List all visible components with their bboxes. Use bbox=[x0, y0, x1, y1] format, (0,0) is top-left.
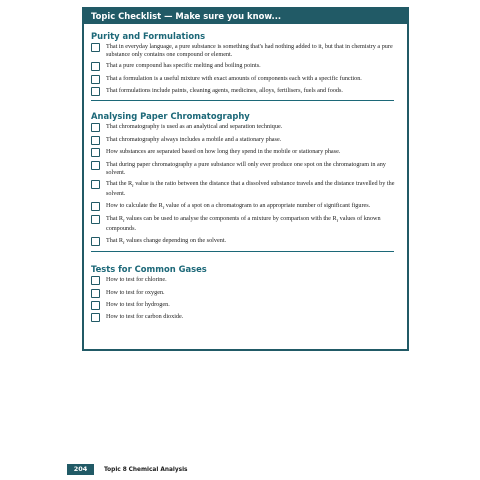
checklist-item bbox=[91, 215, 397, 233]
checklist-item-text: That formulations include paints, cleaning agents, medicines, alloys, fertilisers, fuels and foods. bbox=[106, 87, 343, 95]
checklist-item-text: How to test for chlorine. bbox=[106, 276, 167, 284]
checklist-item bbox=[91, 161, 397, 177]
checklist-item bbox=[91, 123, 397, 132]
section-common-gases bbox=[91, 264, 397, 322]
section-title: Tests for Common Gases bbox=[91, 264, 207, 275]
checklist-item bbox=[91, 301, 397, 310]
page-number: 204 bbox=[67, 464, 94, 475]
checklist-item bbox=[91, 313, 397, 322]
checklist-item bbox=[91, 43, 397, 59]
checklist-item bbox=[91, 276, 397, 285]
checklist-item-text: That in everyday language, a pure substance is something that's had nothing added to it, but that in chemistry a pure substance only contains one compound or element. bbox=[106, 43, 393, 58]
chapter-label bbox=[104, 467, 188, 473]
section-paper-chromatography bbox=[91, 111, 397, 252]
checkbox[interactable] bbox=[91, 237, 100, 246]
checkbox[interactable] bbox=[91, 62, 100, 71]
checkbox[interactable] bbox=[91, 289, 100, 298]
checkbox[interactable] bbox=[91, 43, 100, 52]
checklist-item-text: How to calculate the $R_f$ value of a spot on a chromatogram to an appropriate number of significant figures. bbox=[106, 201, 371, 210]
section-divider bbox=[91, 251, 394, 252]
checklist-item bbox=[91, 148, 397, 157]
checkbox[interactable] bbox=[91, 87, 100, 96]
checklist-item bbox=[91, 87, 397, 96]
checkbox[interactable] bbox=[91, 202, 100, 211]
checklist-item-text: That the $R_f$ value is the ratio between the distance that a dissolved substance travels and the distance travelled by the solvent. bbox=[106, 179, 395, 198]
checklist-item-text: That a pure compound has specific melting and boiling points. bbox=[106, 62, 261, 70]
checklist-item-text: How to test for hydrogen. bbox=[106, 301, 170, 308]
topic-checklist-panel bbox=[82, 7, 409, 351]
section-title: Purity and Formulations bbox=[91, 31, 206, 41]
topic-label: Topic 8 bbox=[104, 466, 127, 473]
checklist-item-text: How to test for carbon dioxide. bbox=[106, 313, 184, 321]
checklist-item-text: How to test for oxygen. bbox=[106, 288, 165, 296]
checkbox[interactable] bbox=[91, 313, 100, 322]
checklist-item bbox=[91, 75, 397, 84]
checklist-item bbox=[91, 289, 397, 298]
section-title: Analysing Paper Chromatography bbox=[91, 111, 250, 122]
checklist-item bbox=[91, 202, 397, 212]
topic-name: Chemical Analysis bbox=[128, 466, 188, 473]
checklist-body bbox=[84, 31, 407, 322]
page-footer bbox=[67, 463, 188, 476]
checkbox[interactable] bbox=[91, 215, 100, 224]
section-divider bbox=[91, 100, 394, 101]
checkbox[interactable] bbox=[91, 276, 100, 285]
checklist-item bbox=[91, 62, 397, 71]
checkbox[interactable] bbox=[91, 75, 100, 84]
checkbox[interactable] bbox=[91, 301, 100, 310]
checklist-item bbox=[91, 136, 397, 145]
checklist-item bbox=[91, 180, 397, 198]
checklist-header: Topic Checklist — Make sure you know... bbox=[84, 9, 407, 24]
checklist-item-text: That chromatography is used as an analytical and separation technique. bbox=[106, 123, 283, 131]
checklist-item-text: That $R_f$ values change depending on the solvent. bbox=[106, 236, 227, 246]
checkbox[interactable] bbox=[91, 180, 100, 189]
checkbox[interactable] bbox=[91, 123, 100, 132]
checkbox[interactable] bbox=[91, 161, 100, 170]
checklist-item-text: That chromatography always includes a mobile and a stationary phase. bbox=[106, 135, 282, 143]
checklist-item-text: That $R_f$ values can be used to analyse the components of a mixture by comparison with the $R_f$ values of known compounds. bbox=[106, 215, 381, 233]
checklist-item-text: That a formulation is a useful mixture with exact amounts of components each with a specific function. bbox=[106, 74, 362, 82]
checklist-item-text: How substances are separated based on how long they spend in the mobile or stationary phase. bbox=[106, 148, 341, 156]
checklist-item-text: That during paper chromatography a pure substance will only ever produce one spot on the chromatogram in any solvent. bbox=[106, 160, 386, 176]
checklist-item bbox=[91, 237, 397, 247]
checkbox[interactable] bbox=[91, 136, 100, 145]
section-purity-formulations bbox=[91, 31, 397, 101]
checkbox[interactable] bbox=[91, 148, 100, 157]
